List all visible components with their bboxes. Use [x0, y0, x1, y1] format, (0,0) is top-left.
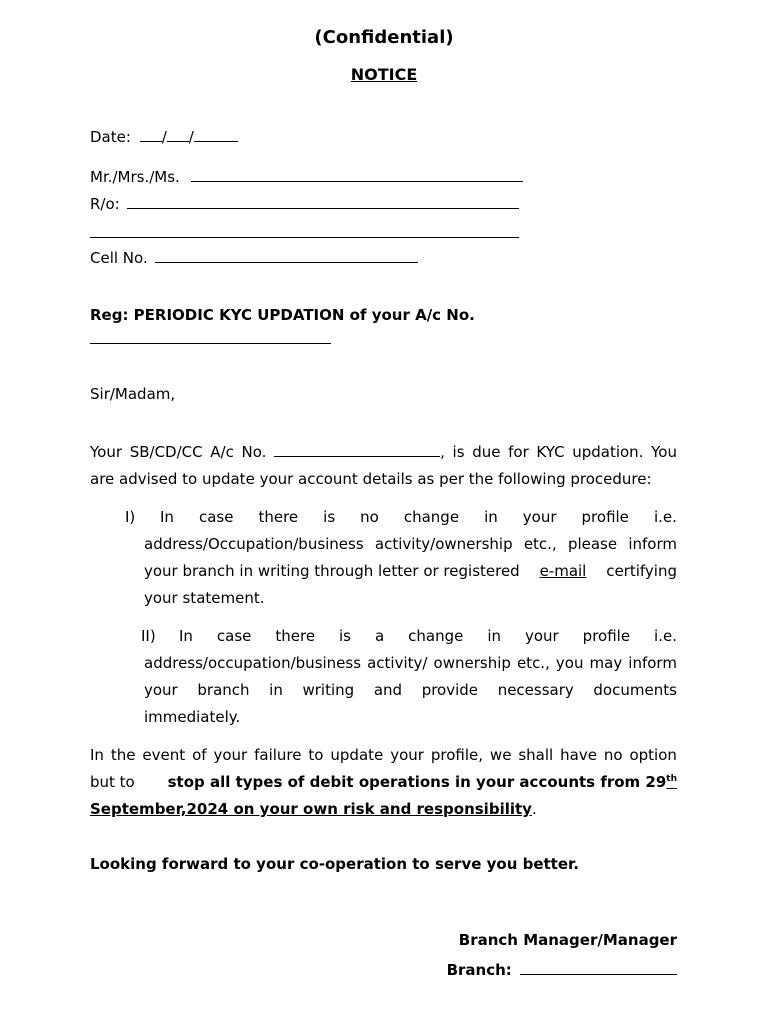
item-2-line-4: immediately.	[144, 708, 241, 726]
debit-warning	[168, 769, 677, 796]
item-1-word: etc.,	[523, 535, 557, 553]
item-1-word: in	[484, 508, 498, 526]
date-sep-2: /	[188, 128, 194, 146]
item-1-line-3	[144, 558, 677, 585]
ro-label: R/o:	[90, 195, 120, 213]
item-1-line-1	[160, 504, 677, 531]
date-sep-1: /	[161, 128, 167, 146]
item-1-word: is	[323, 508, 336, 526]
signature-title: Branch Manager/Manager	[458, 931, 677, 949]
word: A/c	[210, 443, 234, 461]
item-2-word: documents	[593, 681, 677, 699]
debit-warning-date: September,2024 on your own risk and responsibility	[90, 800, 532, 818]
date-line	[90, 128, 238, 146]
subject-account-line	[90, 330, 331, 348]
item-1-word: i.e.	[653, 508, 677, 526]
date-month-blank	[167, 128, 189, 142]
item-1-line-2	[144, 531, 677, 558]
item-1-word: profile	[581, 508, 629, 526]
subject-account-blank	[90, 330, 331, 344]
item-2-word: may	[589, 654, 623, 672]
item-1-word: address/Occupation/business	[144, 535, 364, 553]
failure-word: event	[142, 746, 186, 764]
failure-word: In	[90, 746, 104, 764]
failure-word: we	[489, 746, 512, 764]
notice-title: NOTICE	[350, 65, 418, 84]
cell-label: Cell No.	[90, 249, 148, 267]
item-2-word: change	[408, 627, 464, 645]
item-1-text: certifying	[606, 562, 677, 580]
failure-line-2	[90, 769, 677, 796]
cell-line	[90, 249, 418, 267]
item-1-word: your	[522, 508, 557, 526]
item-2-word: in	[487, 627, 501, 645]
failure-word: no	[603, 746, 623, 764]
confidential-label: (Confidential)	[314, 27, 454, 48]
item-2-word: in	[269, 681, 283, 699]
failure-word: shall	[518, 746, 554, 764]
item-2-word: i.e.	[654, 627, 677, 645]
word: Your	[90, 443, 123, 461]
cell-blank	[155, 249, 418, 263]
item-2-word: is	[339, 627, 351, 645]
item-2-line-1	[179, 623, 677, 650]
item-1-word: there	[258, 508, 299, 526]
word: You	[651, 443, 677, 461]
item-1-word: case	[198, 508, 234, 526]
item-2-marker: II)	[141, 627, 156, 645]
branch-label: Branch:	[446, 961, 512, 979]
item-1-word: change	[403, 508, 460, 526]
item-1-word: please	[567, 535, 618, 553]
failure-paragraph	[90, 742, 677, 823]
failure-line-3	[90, 796, 677, 823]
failure-word: the	[110, 746, 136, 764]
item-2-word: activity/	[367, 654, 428, 672]
account-no-group	[274, 439, 445, 466]
item-2-word: In	[179, 627, 193, 645]
branch-blank	[520, 961, 677, 975]
period: .	[531, 800, 537, 818]
item-2-word: address/occupation/business	[144, 654, 362, 672]
failure-word: option	[629, 746, 677, 764]
item-1-word: inform	[628, 535, 677, 553]
failure-word: of	[192, 746, 207, 764]
word: updation.	[572, 443, 644, 461]
item-2-word: etc.,	[516, 654, 550, 672]
item-2-word: there	[275, 627, 316, 645]
word: ,	[440, 443, 445, 461]
subject-line: Reg: PERIODIC KYC UPDATION of your A/c No.	[90, 306, 475, 324]
failure-line-1	[90, 742, 677, 769]
item-2-word: provide	[421, 681, 479, 699]
item-2-word: a	[374, 627, 385, 645]
date-day-blank	[140, 128, 162, 142]
failure-word: profile,	[430, 746, 483, 764]
ro-blank	[127, 195, 519, 209]
word: for	[508, 443, 529, 461]
name-label: Mr./Mrs./Ms.	[90, 168, 180, 186]
item-2-word: profile	[582, 627, 631, 645]
failure-word: have	[560, 746, 597, 764]
intro-paragraph	[90, 439, 677, 493]
item-2-word: writing	[302, 681, 355, 699]
item-2-line-3	[144, 677, 677, 704]
word: due	[472, 443, 501, 461]
date-label: Date:	[90, 128, 131, 146]
item-1-line-4: your statement.	[144, 589, 265, 607]
ro-line	[90, 195, 519, 213]
word: KYC	[536, 443, 565, 461]
word: No.	[241, 443, 267, 461]
item-2-word: inform	[628, 654, 677, 672]
item-2-word: ownership	[433, 654, 511, 672]
item-2-word: you	[555, 654, 584, 672]
failure-word: update	[330, 746, 384, 764]
item-1-word: In	[160, 508, 174, 526]
failure-word: failure	[254, 746, 302, 764]
item-1-marker: I)	[125, 508, 136, 526]
debit-warning-text: stop all types of debit operations in your accounts from 29	[167, 773, 667, 791]
item-2-word: your	[524, 627, 559, 645]
item-2-body	[144, 650, 677, 731]
name-blank	[191, 168, 523, 182]
intro-account-blank	[274, 443, 440, 457]
item-2-word: branch	[197, 681, 250, 699]
word: is	[452, 443, 465, 461]
salutation: Sir/Madam,	[90, 385, 176, 403]
item-1-word: no	[360, 508, 379, 526]
item-1-text: your branch in writing through letter or registered	[144, 562, 520, 580]
failure-text: but to	[90, 773, 135, 791]
word: SB/CD/CC	[129, 443, 203, 461]
closing-line: Looking forward to your co-operation to serve you better.	[90, 855, 579, 873]
date-year-blank	[194, 128, 238, 142]
failure-word: your	[213, 746, 248, 764]
item-2-word: case	[216, 627, 252, 645]
item-2-word: and	[373, 681, 403, 699]
address-extra-line	[90, 224, 519, 242]
date-suffix: th	[666, 774, 677, 784]
item-1-body	[144, 531, 677, 612]
item-2-line-2	[144, 650, 677, 677]
intro-line-1	[90, 439, 677, 466]
failure-word: your	[390, 746, 424, 764]
intro-line-2: are advised to update your account details as per the following procedure:	[90, 470, 652, 488]
branch-line	[447, 961, 677, 979]
address-blank	[90, 224, 519, 238]
item-2-word: necessary	[497, 681, 574, 699]
name-line	[90, 168, 523, 186]
item-1-word: activity/ownership	[374, 535, 513, 553]
item-2-word: your	[144, 681, 178, 699]
email-link[interactable]: e-mail	[539, 562, 587, 580]
failure-word: to	[308, 746, 324, 764]
